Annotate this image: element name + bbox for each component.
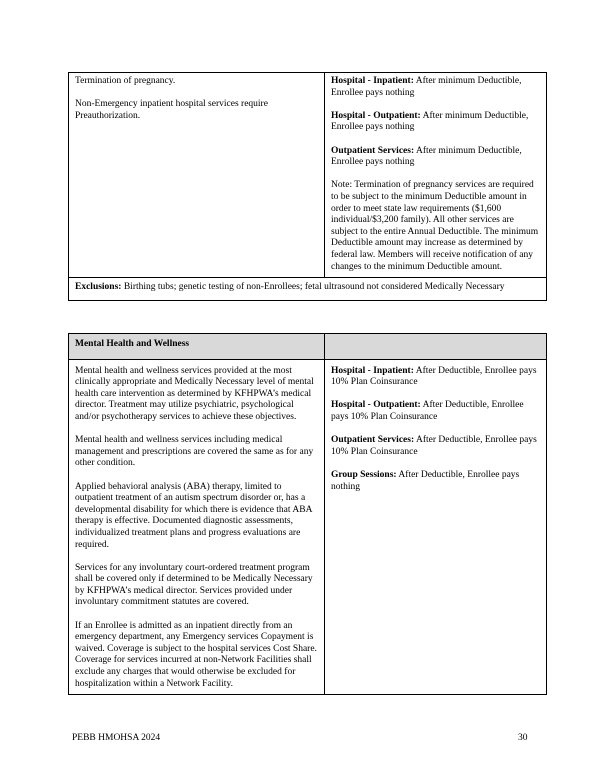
termination-text: Termination of pregnancy. bbox=[75, 76, 176, 86]
termination-table bbox=[68, 72, 547, 301]
cost-share-outpatient-services: Outpatient Services: After minimum Deductible, Enrollee pays nothing bbox=[331, 145, 522, 168]
exclusions-row bbox=[69, 277, 546, 300]
termination-right-cell bbox=[325, 73, 546, 277]
mental-health-right-cell bbox=[325, 360, 546, 695]
exclusions-text: Birthing tubs; genetic testing of non-Enrollees; fetal ultrasound not considered Medically Necessary bbox=[123, 282, 505, 293]
benefit-paragraph: If an Enrollee is admitted as an inpatient directly from an emergency department, any Emergency services Copayment is waived. Coverage is subject to the hospital services Cost Share. Coverage for services incurred at non-Network Facilities shall exclude any charges that would otherwise be excluded for hospitalization within a Network Facility. bbox=[75, 620, 317, 689]
footer-document-title: PEBB HMOHSA 2024 bbox=[72, 733, 161, 743]
cost-share-outpatient-services: Outpatient Services: After Deductible, Enrollee pays 10% Plan Coinsurance bbox=[331, 435, 537, 457]
termination-row bbox=[69, 73, 546, 277]
mental-health-header-row bbox=[69, 334, 546, 360]
cost-share-inpatient: Hospital - Inpatient: After minimum Deductible, Enrollee pays nothing bbox=[331, 76, 522, 98]
mental-health-left-cell bbox=[69, 360, 325, 695]
section-heading-empty-cell bbox=[325, 334, 546, 359]
benefit-paragraph: Mental health and wellness services provided at the most clinically appropriate and Medically Necessary level of mental health care intervention as determined by KFHPWA’s medical director. Treatment may utilize psychiatric, psychological and/or psychotherapy services to achieve these objectives. bbox=[75, 365, 314, 422]
termination-left-cell bbox=[69, 73, 325, 277]
deductible-note: Note: Termination of pregnancy services are required to be subject to the minimum Deductible amount in order to meet state law requirements ($1,600 individual/$3,200 family). All other services are subject to the entire Annual Deductible. The minimum Deductible amount may increase as determined by federal law. Members will receive notification of any changes to the minimum Deductible amount. bbox=[331, 180, 539, 272]
section-heading: Mental Health and Wellness bbox=[69, 334, 325, 359]
mental-health-row bbox=[69, 360, 546, 695]
benefit-paragraph: Mental health and wellness services including medical management and prescriptions are covered the same as for any other condition. bbox=[75, 435, 314, 469]
cost-share-outpatient: Hospital - Outpatient: After Deductible, Enrollee pays 10% Plan Coinsurance bbox=[331, 400, 524, 422]
cost-share-group-sessions: Group Sessions: After Deductible, Enrollee pays nothing bbox=[331, 469, 520, 492]
cost-share-outpatient: Hospital - Outpatient: After minimum Deductible, Enrollee pays nothing bbox=[331, 110, 529, 133]
cost-share-inpatient: Hospital - Inpatient: After Deductible, Enrollee pays 10% Plan Coinsurance bbox=[331, 365, 537, 388]
benefit-paragraph: Services for any involuntary court-ordered treatment program shall be covered only if determined to be Medically Necessary by KFHPWA’s medical director. Services provided under involuntary commitment statutes are covered. bbox=[75, 562, 313, 608]
benefit-paragraph: Applied behavioral analysis (ABA) therapy, limited to outpatient treatment of an autism spectrum disorder or, has a developmental disability for which there is evidence that ABA therapy is effective. Documented diagnostic assessments, individualized treatment plans and progress evaluations are required. bbox=[75, 481, 312, 550]
mental-health-table bbox=[68, 333, 547, 695]
preauthorization-text: Non-Emergency inpatient hospital services require Preauthorization. bbox=[75, 99, 268, 121]
footer-page-number: 30 bbox=[518, 733, 528, 743]
exclusions-label: Exclusions: bbox=[75, 282, 122, 293]
